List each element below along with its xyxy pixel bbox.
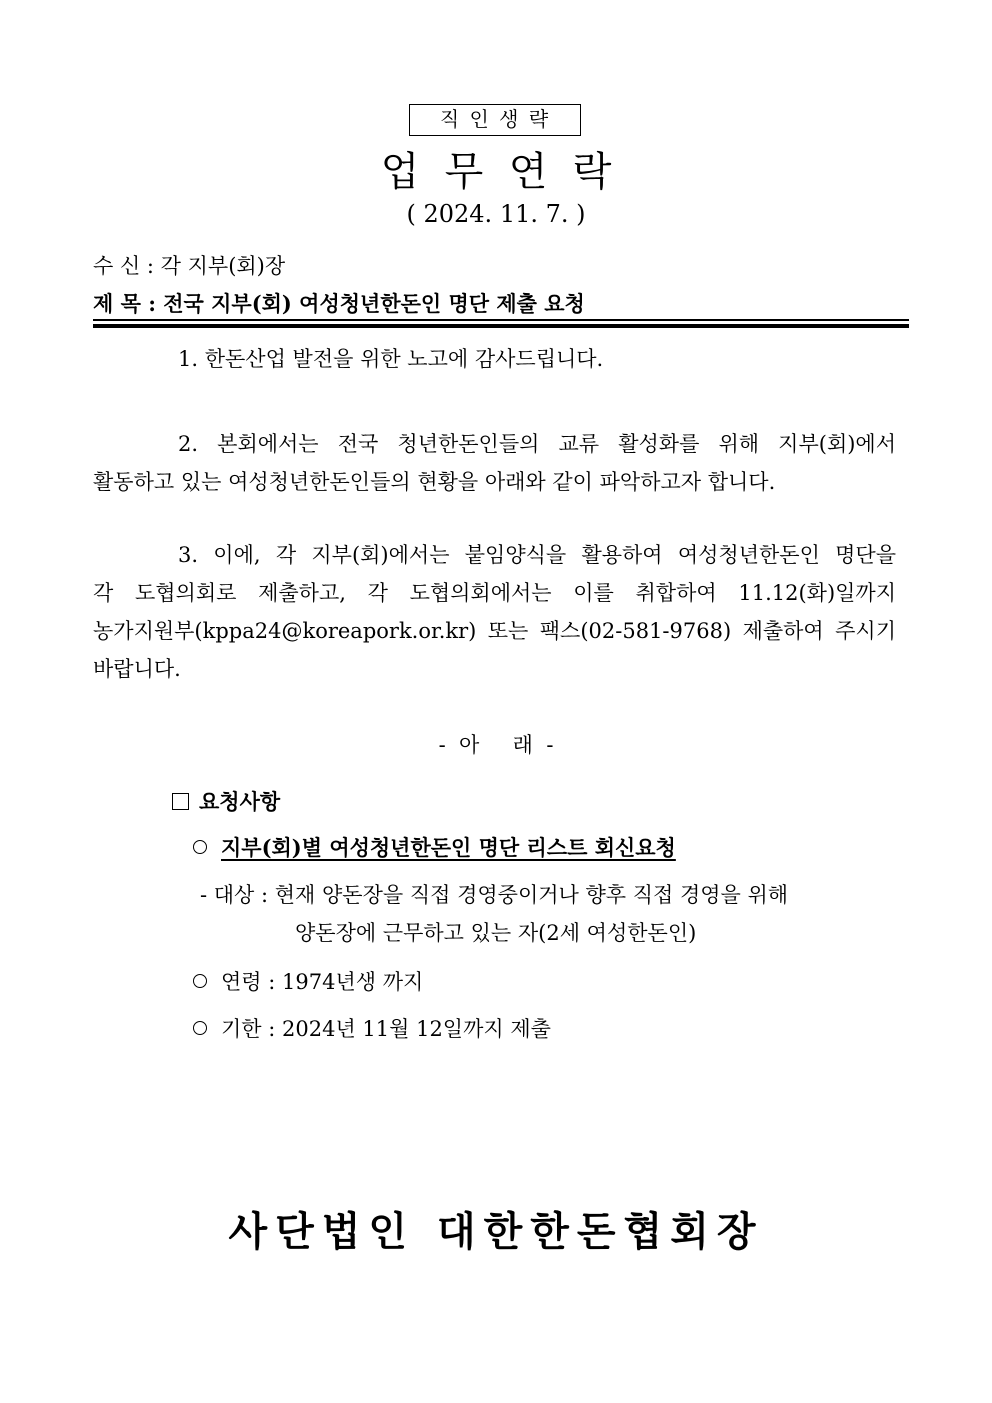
document-date: ( 2024. 11. 7. ) (406, 200, 586, 228)
document-title: 업 무 연 락 (380, 149, 612, 195)
checkbox-square-icon (172, 793, 189, 810)
request-item-age-text: 연령 : 1974년생 까지 (221, 970, 424, 994)
stamp-omitted-box: 직 인 생 략 (409, 104, 581, 136)
circle-bullet-icon (193, 840, 207, 854)
subject-line: 제 목 : 전국 지부(회) 여성청년한돈인 명단 제출 요청 (93, 291, 585, 316)
signature: 사단법인 대한한돈협회장 (228, 1208, 764, 1255)
circle-bullet-icon (193, 1021, 207, 1035)
circle-bullet-icon (193, 974, 207, 988)
target-line-1: - 대상 : 현재 양돈장을 직접 경영중이거나 향후 직접 경영을 위해 (200, 883, 789, 907)
divider-thin (93, 319, 909, 321)
paragraph-3-line-4: 바랍니다. (93, 657, 181, 681)
paragraph-2-line-2: 활동하고 있는 여성청년한돈인들의 현황을 아래와 같이 파악하고자 합니다. (93, 470, 776, 494)
divider-thick (93, 324, 909, 328)
request-item-age (193, 967, 423, 997)
paragraph-3 (93, 536, 896, 688)
paragraph-2-line-1: 2. 본회에서는 전국 청년한돈인들의 교류 활성화를 위해 지부(회)에서 (178, 432, 896, 456)
paragraph-2 (93, 425, 896, 501)
request-item-list-text: 지부(회)별 여성청년한돈인 명단 리스트 회신요청 (221, 835, 676, 860)
paragraph-3-line-2: 각 도협의회로 제출하고, 각 도협의회에서는 이를 취합하여 11.12(화)일까지 (93, 581, 896, 605)
recipient-line: 수 신 : 각 지부(회)장 (93, 254, 286, 278)
request-heading (172, 787, 280, 817)
paragraph-3-line-1: 3. 이에, 각 지부(회)에서는 붙임양식을 활용하여 여성청년한돈인 명단을 (178, 543, 896, 567)
request-heading-text: 요청사항 (199, 789, 281, 814)
below-marker: - 아 래 - (438, 733, 554, 757)
request-item-list (193, 833, 676, 863)
target-line-2: 양돈장에 근무하고 있는 자(2세 여성한돈인) (295, 921, 697, 945)
paragraph-1-text: 1. 한돈산업 발전을 위한 노고에 감사드립니다. (178, 347, 604, 371)
paragraph-1 (93, 340, 896, 378)
request-item-deadline-text: 기한 : 2024년 11월 12일까지 제출 (221, 1017, 551, 1041)
paragraph-3-line-3: 농가지원부(kppa24@koreapork.or.kr) 또는 팩스(02-581-9768) 제출하여 주시기 (93, 619, 896, 643)
request-item-deadline (193, 1014, 551, 1044)
